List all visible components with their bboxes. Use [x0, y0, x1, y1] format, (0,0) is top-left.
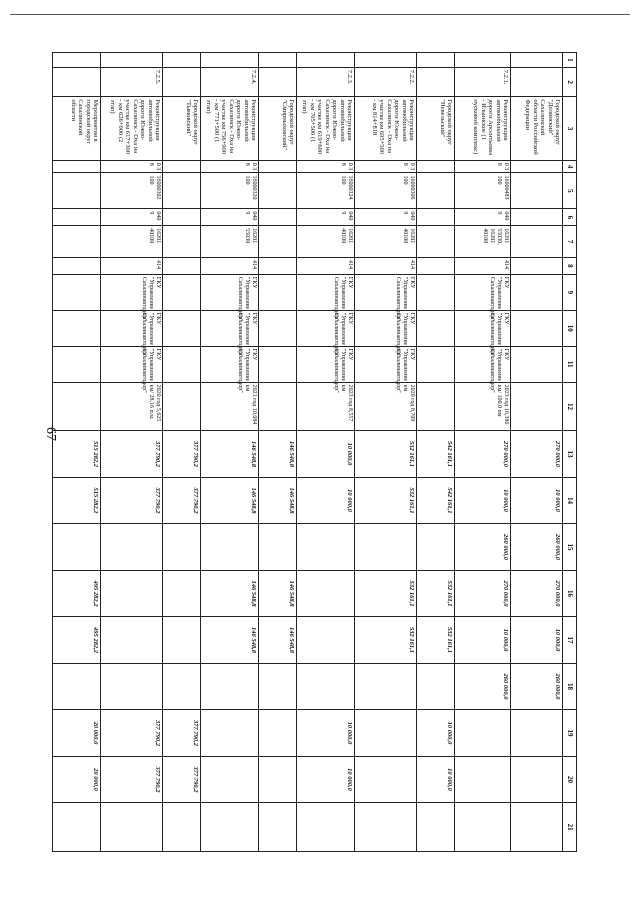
row-cell-c14: 377 790,2 — [163, 477, 201, 524]
row-cell-c3: Мероприятия в городской округ Сахалинской области — [53, 97, 101, 160]
row-cell-blank — [259, 53, 297, 68]
row-cell-c20: 377 790,2 — [163, 756, 201, 803]
row-cell-c10 — [163, 310, 201, 346]
col-number: 5 — [563, 173, 577, 209]
row-cell-c12 — [259, 382, 297, 431]
row-cell-c7 — [53, 226, 101, 258]
row-cell-c4 — [163, 160, 201, 173]
row-cell-c5 — [511, 173, 563, 209]
row-cell-c19: 20 000,0 — [53, 710, 101, 757]
row-cell-c13: 146 548,8 — [259, 431, 297, 478]
row-cell-c8 — [53, 257, 101, 274]
row-cell-c7: 16201 55030 — [201, 226, 259, 258]
row-cell-c17: 532 161,1 — [355, 617, 417, 664]
col-number: 1 — [563, 53, 577, 68]
row-cell-c3: Городской округ "Долинский" Сахалинской области Российской Федерации — [511, 97, 563, 160]
row-cell-c15 — [201, 524, 259, 571]
row-cell-c3: Городской округ "Тымовский" — [163, 97, 201, 160]
row-cell-c10: ГКУ "Управление Сахалинавтодор" — [297, 310, 355, 346]
row-cell-blank — [297, 53, 355, 68]
row-cell-c15 — [259, 524, 297, 571]
row-cell-c13: 515 282,2 — [53, 431, 101, 478]
row-cell-c18 — [101, 663, 163, 710]
row-cell-c6: 040 9 — [101, 209, 163, 226]
row-cell-c7: 16201 40100 — [355, 226, 417, 258]
row-cell-c3: Реконструкция автомобильной дороги Южно-Сахалинск - Оха на участке км 619+600 - км 705+500 (1 этап) — [297, 97, 355, 160]
row-cell-c4: 0 3 8 — [355, 160, 417, 173]
row-cell-c9: ГКУ "Управление Сахалинавтодор" — [101, 274, 163, 310]
row-cell-c6 — [163, 209, 201, 226]
row-cell-c11: ГКУ "Управление Сахалинавтодор" — [101, 346, 163, 382]
row-cell-c21 — [417, 803, 455, 852]
row-cell-blank — [163, 53, 201, 68]
col-number: 20 — [563, 756, 577, 803]
row-cell-c19 — [511, 710, 563, 757]
row-cell-c8 — [417, 257, 455, 274]
row-cell-c13: 542 161,1 — [417, 431, 455, 478]
row-cell-c18 — [53, 663, 101, 710]
row-cell-c16: 270 000,0 — [455, 570, 511, 617]
row-cell-c17: 495 282,2 — [53, 617, 101, 664]
row-cell-c12 — [511, 382, 563, 431]
row-cell-c4 — [417, 160, 455, 173]
row-cell-c12 — [417, 382, 455, 431]
row-cell-c19: 10 000,0 — [417, 710, 455, 757]
row-cell-c16: 532 161,1 — [355, 570, 417, 617]
row-cell-c17: 146 548,8 — [259, 617, 297, 664]
row-cell-c19 — [355, 710, 417, 757]
table-row — [53, 53, 101, 852]
row-cell-c9: ГКУ "Управление Сахалинавтодор" — [355, 274, 417, 310]
row-cell-blank — [53, 53, 101, 68]
row-cell-blank — [455, 53, 511, 68]
row-cell-c15 — [53, 524, 101, 571]
col-number: 9 — [563, 274, 577, 310]
row-cell-c8 — [511, 257, 563, 274]
row-cell-c21 — [53, 803, 101, 852]
budget-table — [52, 52, 577, 852]
row-cell-c20: 10 000,0 — [297, 756, 355, 803]
row-cell-blank — [511, 53, 563, 68]
row-cell-c10 — [511, 310, 563, 346]
row-cell-c18: 260 000,0 — [455, 663, 511, 710]
row-cell-c4: 0 3 8 — [455, 160, 511, 173]
col-number: 3 — [563, 97, 577, 160]
col-number: 18 — [563, 663, 577, 710]
row-cell-c7: 16201 40100 — [297, 226, 355, 258]
row-cell-c13: 270 000,0 — [511, 431, 563, 478]
row-cell-c6 — [417, 209, 455, 226]
row-cell-c19 — [455, 710, 511, 757]
row-cell-c15: 260 000,0 — [511, 524, 563, 571]
row-cell-c6 — [53, 209, 101, 226]
row-cell-c2: 7.2.3. — [297, 67, 355, 97]
row-cell-c6: 040 9 — [201, 209, 259, 226]
row-cell-c10 — [259, 310, 297, 346]
table-row — [163, 53, 201, 852]
row-cell-c13: 377 790,2 — [163, 431, 201, 478]
row-cell-c4 — [511, 160, 563, 173]
col-number: 17 — [563, 617, 577, 664]
row-cell-c9 — [163, 274, 201, 310]
row-cell-c8: 414 — [201, 257, 259, 274]
row-cell-c2 — [53, 67, 101, 97]
col-number: 4 — [563, 160, 577, 173]
row-cell-c2 — [417, 67, 455, 97]
row-cell-c9 — [511, 274, 563, 310]
table-row — [101, 53, 163, 852]
row-cell-c10 — [417, 310, 455, 346]
row-cell-c14: 10 000,0 — [511, 477, 563, 524]
row-cell-c3: Реконструкция автомобильной дороги Арсентьевка - Ильинское (1 пусковой комплекс) — [455, 97, 511, 160]
row-cell-c20 — [201, 756, 259, 803]
row-cell-c2: 7.2.1. — [455, 67, 511, 97]
row-cell-c15 — [417, 524, 455, 571]
col-number: 11 — [563, 346, 577, 382]
row-cell-c10: ГКУ "Управление Сахалинавтодор" — [101, 310, 163, 346]
row-cell-c21 — [455, 803, 511, 852]
page-number: 67 — [43, 427, 58, 441]
row-cell-c20 — [259, 756, 297, 803]
row-cell-c2: 7.2.4. — [201, 67, 259, 97]
row-cell-c9 — [417, 274, 455, 310]
row-cell-c2 — [259, 67, 297, 97]
row-cell-c11: ГКУ "Управление Сахалинавтодор" — [297, 346, 355, 382]
row-cell-c14: 146 548,8 — [259, 477, 297, 524]
row-cell-c9: ГКУ "Управление Сахалинавтодор" — [455, 274, 511, 310]
row-cell-c6: 040 9 — [297, 209, 355, 226]
table-row — [297, 53, 355, 852]
row-cell-c20 — [511, 756, 563, 803]
row-cell-c13: 270 000,0 — [455, 431, 511, 478]
row-cell-c21 — [201, 803, 259, 852]
row-cell-c19 — [201, 710, 259, 757]
row-cell-c18 — [417, 663, 455, 710]
row-cell-c5: 16000324 100 — [297, 173, 355, 209]
row-cell-c20: 20 000,0 — [53, 756, 101, 803]
row-cell-c4 — [259, 160, 297, 173]
row-cell-c11 — [511, 346, 563, 382]
row-cell-c8 — [259, 257, 297, 274]
table-row — [201, 53, 259, 852]
row-cell-c13: 377 790,2 — [101, 431, 163, 478]
row-cell-c16: 532 161,1 — [417, 570, 455, 617]
row-cell-c17 — [101, 617, 163, 664]
row-cell-c21 — [101, 803, 163, 852]
col-number: 13 — [563, 431, 577, 478]
row-cell-c13: 10 000,0 — [297, 431, 355, 478]
row-cell-c9 — [259, 274, 297, 310]
col-number: 8 — [563, 257, 577, 274]
row-cell-c20: 10 000,0 — [417, 756, 455, 803]
row-cell-blank — [355, 53, 417, 68]
table-row — [455, 53, 511, 852]
table-viewport — [69, 52, 577, 852]
row-cell-c10: ГКУ "Управление Сахалинавтодор" — [201, 310, 259, 346]
row-cell-c3: Городской округ "Смирныховский" — [259, 97, 297, 160]
row-cell-c8: 414 — [455, 257, 511, 274]
table-body — [53, 53, 577, 852]
row-cell-c14: 377 790,2 — [101, 477, 163, 524]
row-cell-c11 — [53, 346, 101, 382]
row-cell-blank — [417, 53, 455, 68]
row-cell-c17: 532 161,1 — [417, 617, 455, 664]
row-cell-c9: ГКУ "Управление Сахалинавтодор" — [297, 274, 355, 310]
row-cell-c6 — [511, 209, 563, 226]
row-cell-blank — [101, 53, 163, 68]
row-cell-c5 — [259, 173, 297, 209]
row-cell-c15: 260 000,0 — [455, 524, 511, 571]
row-cell-c18: 260 000,0 — [511, 663, 563, 710]
row-cell-c5 — [53, 173, 101, 209]
row-cell-c5: 16000483 100 — [455, 173, 511, 209]
row-cell-c15 — [355, 524, 417, 571]
row-cell-c16 — [297, 570, 355, 617]
row-cell-c16: 270 000,0 — [511, 570, 563, 617]
row-cell-c19 — [259, 710, 297, 757]
row-cell-c7 — [417, 226, 455, 258]
row-cell-c8: 414 — [101, 257, 163, 274]
row-cell-c4 — [53, 160, 101, 173]
row-cell-c2 — [511, 67, 563, 97]
row-cell-c5: 16000306 100 — [355, 173, 417, 209]
row-cell-c17: 10 000,0 — [455, 617, 511, 664]
row-cell-c9 — [53, 274, 101, 310]
row-cell-c12 — [163, 382, 201, 431]
row-cell-c8: 414 — [355, 257, 417, 274]
row-cell-c15 — [101, 524, 163, 571]
row-cell-c15 — [163, 524, 201, 571]
row-cell-c18 — [297, 663, 355, 710]
row-cell-c5: 16000302 100 — [101, 173, 163, 209]
row-cell-c7 — [163, 226, 201, 258]
row-cell-c21 — [297, 803, 355, 852]
row-cell-c21 — [355, 803, 417, 852]
row-cell-c16: 146 548,8 — [201, 570, 259, 617]
row-cell-c11 — [163, 346, 201, 382]
row-cell-c19: 377 790,2 — [163, 710, 201, 757]
row-cell-c14: 10 000,0 — [455, 477, 511, 524]
row-cell-c7: 16201 55030, 16201 40100 — [455, 226, 511, 258]
row-cell-c19: 10 000,0 — [297, 710, 355, 757]
row-cell-c21 — [511, 803, 563, 852]
row-cell-c14: 542 161,1 — [417, 477, 455, 524]
row-cell-c2 — [163, 67, 201, 97]
row-cell-c5 — [163, 173, 201, 209]
row-cell-c14: 146 548,8 — [201, 477, 259, 524]
table-row — [417, 53, 455, 852]
row-cell-c17: 146 548,8 — [201, 617, 259, 664]
row-cell-c3: Реконструкция автомобильной дороги Южно-Сахалинск - Оха на участке км 756+900 - км 771+500 (1 этап) — [201, 97, 259, 160]
row-cell-c3: Реконструкция автомобильной дороги Южно-Сахалинск - Оха на участке км 617+300 - км 626+000 (2 этап) — [101, 97, 163, 160]
row-cell-c9: ГКУ "Управление Сахалинавтодор" — [201, 274, 259, 310]
row-cell-c10: ГКУ "Управление Сахалинавтодор" — [455, 310, 511, 346]
col-number: 6 — [563, 209, 577, 226]
row-cell-c3: Реконструкция автомобильной дороги Южно-Сахалинск - Оха на участке км 695+500 - км 814+818 — [355, 97, 417, 160]
top-rule — [10, 14, 630, 15]
col-number: 10 — [563, 310, 577, 346]
row-cell-c14: 515 282,2 — [53, 477, 101, 524]
row-cell-c17 — [163, 617, 201, 664]
row-cell-c11: ГКУ "Управление Сахалинавтодор" — [455, 346, 511, 382]
row-cell-c15 — [297, 524, 355, 571]
row-cell-c13: 532 161,1 — [355, 431, 417, 478]
row-cell-c7 — [259, 226, 297, 258]
table-row — [259, 53, 297, 852]
row-cell-c20 — [355, 756, 417, 803]
row-cell-c21 — [259, 803, 297, 852]
row-cell-c17: 10 000,0 — [511, 617, 563, 664]
col-number: 12 — [563, 382, 577, 431]
row-cell-c18 — [201, 663, 259, 710]
row-cell-c5 — [417, 173, 455, 209]
row-cell-c12: 2023 год 16,386 км/ 100,0 пм — [455, 382, 511, 431]
row-cell-c12: 2020 год 8,709 км — [355, 382, 417, 431]
table-row — [511, 53, 563, 852]
row-cell-c11 — [259, 346, 297, 382]
row-cell-c4: 0 3 8 — [201, 160, 259, 173]
row-cell-c21 — [163, 803, 201, 852]
col-number: 15 — [563, 524, 577, 571]
row-cell-c16 — [101, 570, 163, 617]
col-number: 7 — [563, 226, 577, 258]
row-cell-c5: 16000320 100 — [201, 173, 259, 209]
row-cell-c17 — [297, 617, 355, 664]
row-cell-c18 — [355, 663, 417, 710]
row-cell-c12: 2023 год 8,557 км — [297, 382, 355, 431]
row-cell-c11: ГКУ "Управление Сахалинавтодор" — [355, 346, 417, 382]
col-number: 14 — [563, 477, 577, 524]
row-cell-c10 — [53, 310, 101, 346]
row-cell-c14: 532 161,1 — [355, 477, 417, 524]
row-cell-c18 — [259, 663, 297, 710]
row-cell-c14: 10 000,0 — [297, 477, 355, 524]
col-number: 2 — [563, 67, 577, 97]
row-cell-c7 — [511, 226, 563, 258]
row-cell-c19: 377 790,2 — [101, 710, 163, 757]
row-cell-c6: 040 9 — [355, 209, 417, 226]
col-number: 21 — [563, 803, 577, 852]
row-cell-c16 — [163, 570, 201, 617]
row-cell-c18 — [163, 663, 201, 710]
row-cell-c8 — [163, 257, 201, 274]
row-cell-c16: 495 282,2 — [53, 570, 101, 617]
row-cell-c16: 146 548,8 — [259, 570, 297, 617]
row-cell-c12 — [53, 382, 101, 431]
row-cell-c4: 0 3 8 — [101, 160, 163, 173]
row-cell-c7: 16201 40100 — [101, 226, 163, 258]
row-cell-c11: ГКУ "Управление Сахалинавтодор" — [201, 346, 259, 382]
table-row — [355, 53, 417, 852]
row-cell-c13: 146 548,8 — [201, 431, 259, 478]
row-cell-c10: ГКУ "Управление Сахалинавтодор" — [355, 310, 417, 346]
row-cell-c20: 377 790,2 — [101, 756, 163, 803]
row-cell-c6 — [259, 209, 297, 226]
row-cell-c8: 414 — [297, 257, 355, 274]
rotated-sheet — [69, 52, 577, 852]
row-cell-c2: 7.2.5. — [101, 67, 163, 97]
row-cell-c4: 0 3 8 — [297, 160, 355, 173]
col-number: 19 — [563, 710, 577, 757]
column-number-row — [563, 53, 577, 852]
row-cell-c12: 2021 год 10,084 км — [201, 382, 259, 431]
row-cell-blank — [201, 53, 259, 68]
row-cell-c20 — [455, 756, 511, 803]
row-cell-c11 — [417, 346, 455, 382]
row-cell-c6: 040 9 — [455, 209, 511, 226]
row-cell-c3: Городской округ "Невельский" — [417, 97, 455, 160]
col-number: 16 — [563, 570, 577, 617]
row-cell-c2: 7.2.2. — [355, 67, 417, 97]
row-cell-c12: 2020 год 5,625 км/ 28,16 п.м. — [101, 382, 163, 431]
